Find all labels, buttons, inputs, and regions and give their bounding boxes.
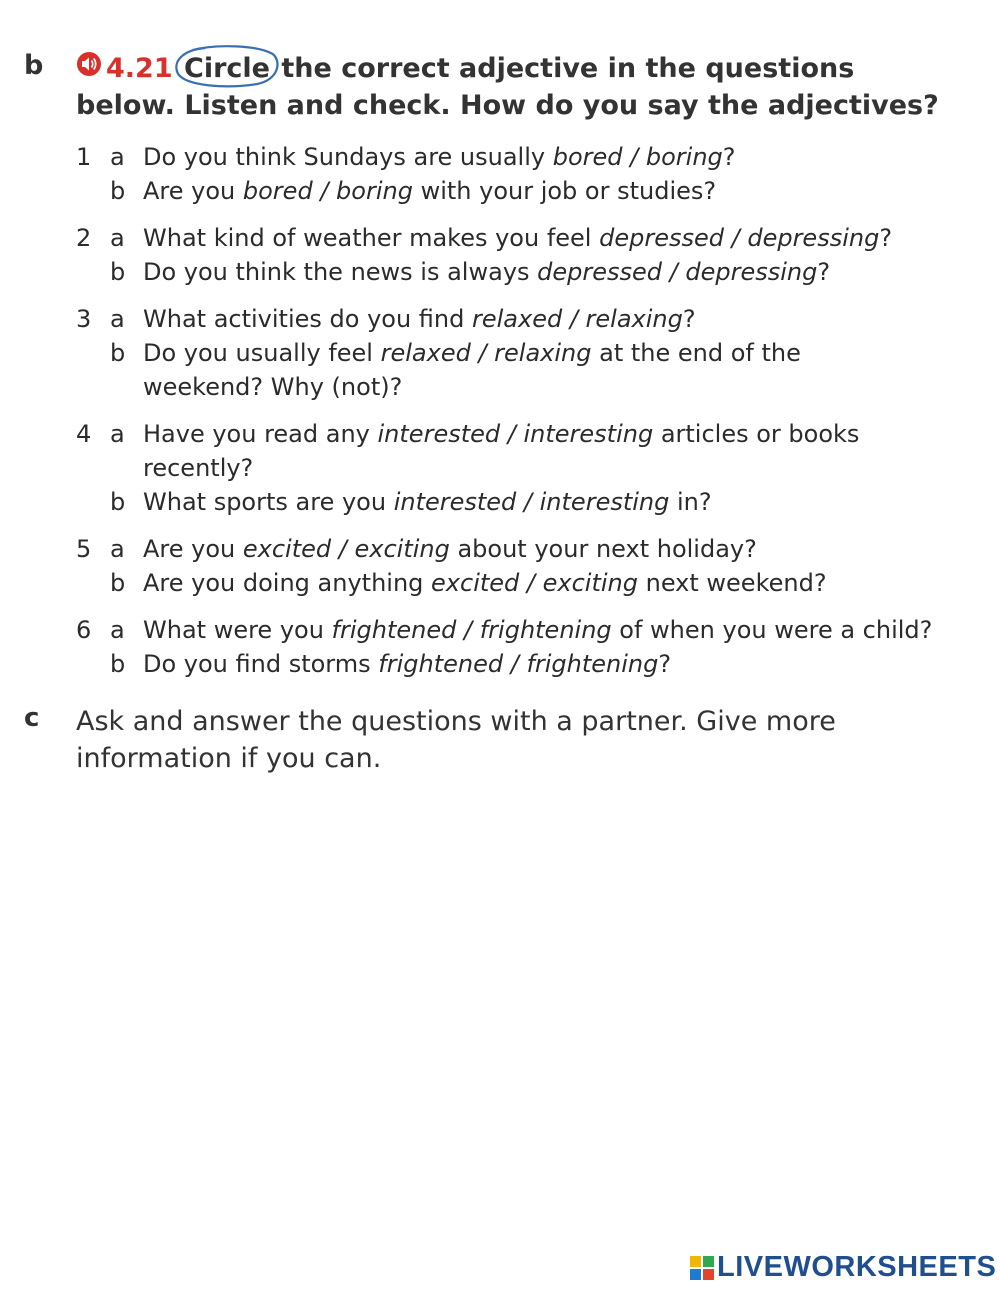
question-text-after: next weekend? (637, 569, 827, 597)
option-separator: / (723, 224, 748, 252)
adjective-option-ing[interactable]: exciting (354, 535, 450, 563)
question-text-after: ? (722, 143, 736, 171)
adjective-option-ing[interactable]: interesting (523, 420, 654, 448)
adjective-option-ed[interactable]: excited (242, 535, 332, 563)
adjective-option-ing[interactable]: interesting (539, 488, 670, 516)
question-row (0, 532, 1000, 566)
audio-track-number: 4.21 (106, 53, 173, 84)
question-text-after: about your next holiday? (449, 535, 757, 563)
adjective-option-ing[interactable]: boring (336, 177, 413, 205)
question-row (0, 566, 1000, 600)
option-separator: / (622, 143, 646, 171)
question-sub-letter: a (110, 616, 125, 644)
option-separator: / (312, 177, 337, 205)
adjective-option-ing[interactable]: relaxing (585, 305, 683, 333)
question-sub-letter: b (110, 569, 126, 597)
group-gap (0, 208, 1000, 221)
question-text (143, 613, 932, 647)
option-separator: / (500, 420, 524, 448)
question-sub-letter: a (110, 535, 125, 563)
option-separator: / (456, 616, 480, 644)
question-sub-letter: a (110, 224, 125, 252)
adjective-option-ing[interactable]: depressing (747, 224, 880, 252)
question-row (0, 302, 1000, 336)
option-separator: / (503, 650, 527, 678)
question-list (0, 140, 1000, 681)
question-text (143, 417, 859, 451)
question-text-after: in? (669, 488, 712, 516)
logo-mark-icon (690, 1256, 714, 1280)
liveworksheets-logo (690, 1251, 996, 1284)
question-sub-letter: b (110, 177, 126, 205)
exercise-c-instruction (76, 703, 976, 777)
group-gap (0, 600, 1000, 613)
adjective-option-ed[interactable]: interested (377, 420, 501, 448)
question-text-before: What were you (143, 616, 332, 644)
question-sub-letter: b (110, 650, 126, 678)
question-number: 5 (76, 535, 92, 563)
question-text (143, 532, 757, 566)
exercise-c-line1: Ask and answer the questions with a partner. Give more (76, 706, 836, 737)
question-row (0, 485, 1000, 519)
question-text-before: Do you find storms (143, 650, 379, 678)
question-text-before: Have you read any (143, 420, 378, 448)
question-sub-letter: a (110, 420, 125, 448)
circle-keyword (182, 50, 272, 87)
question-row (0, 174, 1000, 208)
question-text-before: Do you think Sundays are usually (143, 143, 553, 171)
option-separator: / (562, 305, 586, 333)
question-text-after: ? (658, 650, 672, 678)
question-row (0, 647, 1000, 681)
question-text-after: of when you were a child? (611, 616, 933, 644)
adjective-option-ed[interactable]: frightened (331, 616, 457, 644)
option-separator: / (516, 488, 540, 516)
question-continuation (0, 451, 1000, 485)
option-separator: / (662, 258, 686, 286)
instruction-line1-text: the correct adjective in the questions (272, 53, 855, 84)
question-text-before: What kind of weather makes you feel (143, 224, 600, 252)
question-number: 2 (76, 224, 92, 252)
question-text (143, 174, 716, 208)
question-text (143, 221, 892, 255)
instruction-line2-text: below. Listen and check. How do you say the adjectives? (76, 90, 939, 121)
question-sub-letter: a (110, 305, 125, 333)
exercise-c-line2: information if you can. (76, 743, 382, 774)
question-text-after: ? (879, 224, 893, 252)
question-continuation-text: weekend? Why (not)? (143, 373, 403, 401)
exercise-b-instruction (76, 50, 976, 124)
group-gap (0, 519, 1000, 532)
adjective-option-ed[interactable]: bored (242, 177, 313, 205)
question-row (0, 613, 1000, 647)
adjective-option-ed[interactable]: excited (431, 569, 520, 597)
question-text-after: at the end of the (591, 339, 801, 367)
question-text-before: Do you think the news is always (143, 258, 538, 286)
question-sub-letter: b (110, 339, 126, 367)
question-text (143, 302, 696, 336)
adjective-option-ing[interactable]: relaxing (494, 339, 592, 367)
option-separator: / (519, 569, 543, 597)
question-text (143, 566, 827, 600)
question-row (0, 255, 1000, 289)
question-sub-letter: b (110, 488, 126, 516)
question-text (143, 485, 712, 519)
adjective-option-ed[interactable]: depressed (599, 224, 724, 252)
question-continuation (0, 370, 1000, 404)
option-separator: / (331, 535, 355, 563)
question-number: 1 (76, 143, 92, 171)
circle-keyword-text: Circle (184, 53, 270, 84)
adjective-option-ed[interactable]: relaxed (471, 305, 563, 333)
adjective-option-ed[interactable]: frightened (378, 650, 504, 678)
question-text-before: What activities do you find (143, 305, 472, 333)
audio-play-button[interactable] (76, 51, 102, 77)
question-number: 4 (76, 420, 92, 448)
exercise-letter-b: b (24, 50, 44, 81)
adjective-option-ed[interactable]: interested (393, 488, 517, 516)
group-gap (0, 404, 1000, 417)
question-row (0, 140, 1000, 174)
question-row (0, 336, 1000, 370)
question-text-after: ? (817, 258, 831, 286)
question-number: 3 (76, 305, 92, 333)
question-sub-letter: b (110, 258, 126, 286)
question-text-before: Are you (143, 535, 243, 563)
question-text-after: ? (682, 305, 696, 333)
option-separator: / (470, 339, 495, 367)
adjective-option-ed[interactable]: relaxed (380, 339, 471, 367)
question-row (0, 417, 1000, 451)
adjective-option-ing[interactable]: exciting (542, 569, 638, 597)
adjective-option-ing[interactable]: frightening (526, 650, 659, 678)
question-text (143, 140, 736, 174)
adjective-option-ing[interactable]: frightening (479, 616, 612, 644)
question-number: 6 (76, 616, 92, 644)
adjective-option-ing[interactable]: depressing (685, 258, 818, 286)
question-text-after: with your job or studies? (412, 177, 717, 205)
question-text-after: articles or books (653, 420, 860, 448)
speaker-icon (76, 51, 102, 77)
adjective-option-ed[interactable]: depressed (537, 258, 663, 286)
question-continuation-text: recently? (143, 454, 254, 482)
question-sub-letter: a (110, 143, 125, 171)
group-gap (0, 289, 1000, 302)
question-text-before: Are you (143, 177, 243, 205)
question-text (143, 647, 671, 681)
question-text-before: Do you usually feel (143, 339, 381, 367)
logo-text: LIVEWORKSHEETS (717, 1251, 997, 1283)
question-text (143, 255, 830, 289)
adjective-option-ing[interactable]: boring (645, 143, 723, 171)
question-text (143, 336, 801, 370)
question-text-before: Are you doing anything (143, 569, 432, 597)
adjective-option-ed[interactable]: bored (552, 143, 623, 171)
exercise-letter-c: c (24, 703, 40, 733)
question-text-before: What sports are you (143, 488, 394, 516)
question-row (0, 221, 1000, 255)
